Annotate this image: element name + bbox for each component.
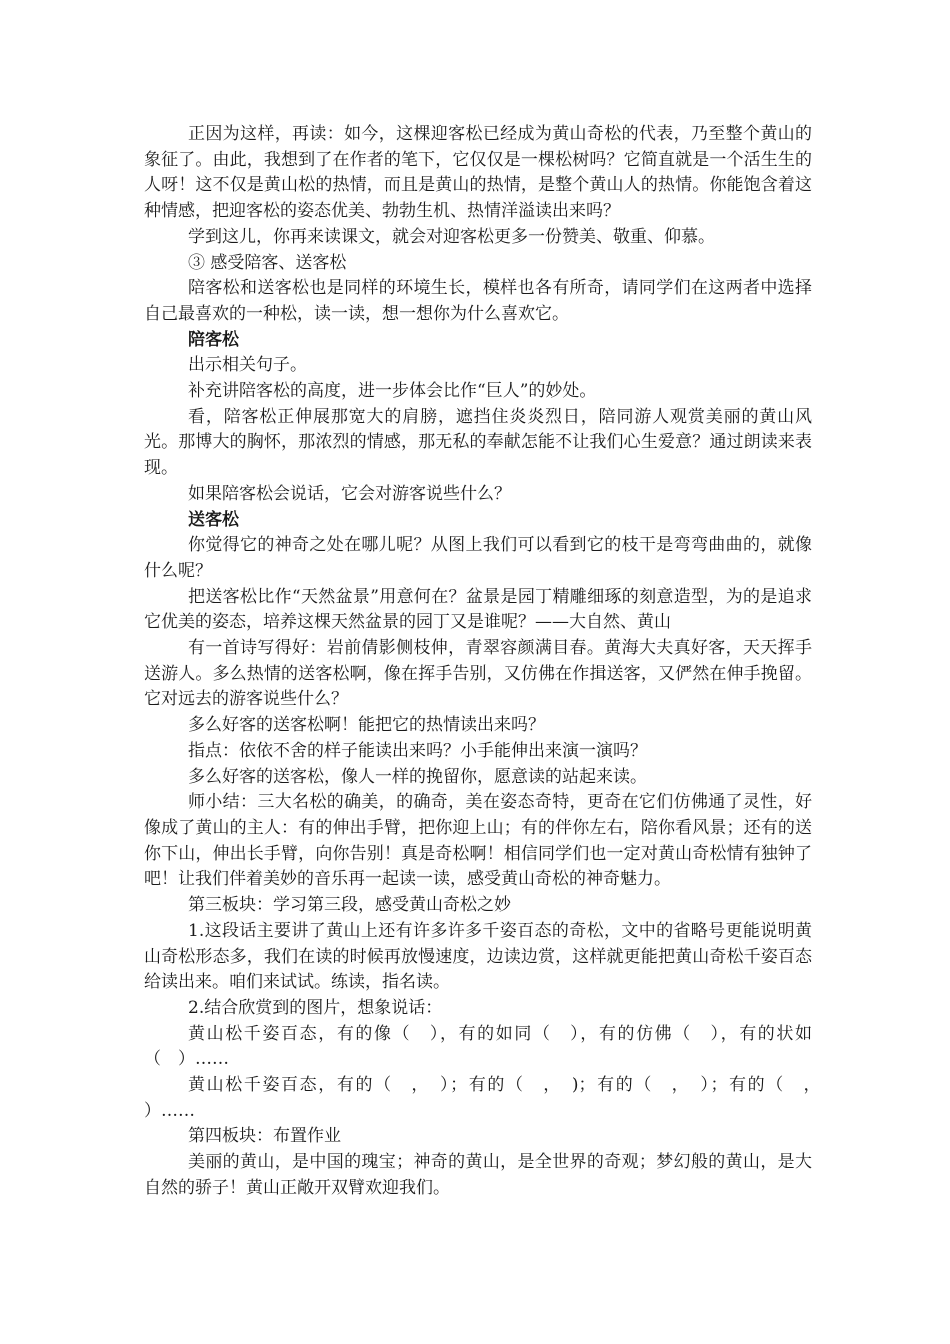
paragraph-giant: 补充讲陪客松的高度，进一步体会比作“巨人”的妙处。: [188, 381, 597, 402]
section-heading-accompany-see-off: ③ 感受陪客、送客松: [188, 252, 347, 273]
paragraph-songkesong-wonder: 你觉得它的神奇之处在哪儿呢？从图上我们可以看到它的枝干是弯弯曲曲的，就像什么呢？: [144, 535, 812, 581]
paragraph-reread: 学到这儿，你再来读课文，就会对迎客松更多一份赞美、敬重、仰慕。: [188, 226, 715, 247]
paragraph-item-one: 1.这段话主要讲了黄山上还有许多许多千姿百态的奇松，文中的省略号更能说明黄山奇松形态多，我们在读的时候再放慢速度，边读边赏，这样就更能把黄山奇松千姿百态给读出来。咱们来试试。练读，指名读。: [144, 920, 812, 993]
heading-peikesong: 陪客松: [188, 329, 239, 350]
paragraph-fill-blank-one: 黄山松千姿百态，有的像（ ），有的如同（ ），有的仿佛（ ），有的状如（ ）……: [144, 1023, 812, 1070]
section-heading-part-three: 第三板块：学习第三段，感受黄山奇松之妙: [188, 895, 511, 916]
paragraph-guidance: 指点：依依不舍的样子能读出来吗？小手能伸出来演一演吗？: [188, 740, 647, 761]
section-heading-part-four: 第四板块：布置作业: [188, 1126, 341, 1147]
document-page: [144, 122, 829, 1202]
paragraph-poem: 有一首诗写得好：岩前倩影侧枝伸，青翠容颜满目春。黄海大夫真好客，天天挥手送游人。多么热情的送客松啊，像在挥手告别，又仿佛在作揖送客，又俨然在伸手挽留。它对远去的游客说些什么？: [144, 638, 812, 710]
paragraph-choose-pine: 陪客松和送客松也是同样的环境生长，模样也各有所奇，请同学们在这两者中选择自己最喜欢的一种松，读一读，想一想你为什么喜欢它。: [144, 278, 812, 324]
paragraph-item-two: 2.结合欣赏到的图片，想象说话：: [188, 997, 443, 1018]
paragraph-read-warmth: 多么好客的送客松啊！能把它的热情读出来吗？: [188, 715, 545, 736]
paragraph-fill-blank-two: 黄山松千姿百态，有的（ ， ）；有的（ ， )；有的（ ， ）；有的（ ， ）……: [144, 1075, 829, 1121]
paragraph-bonsai: 把送客松比作“天然盆景”用意何在？盆景是园丁精雕细琢的刻意造型，为的是追求它优美的姿态，培养这棵天然盆景的园丁又是谁呢？——大自然、黄山: [144, 586, 812, 633]
paragraph-reading-intro: 正因为这样，再读：如今，这棵迎客松已经成为黄山奇松的代表，乃至整个黄山的象征了。由此，我想到了在作者的笔下，它仅仅是一棵松树吗？它简直就是一个活生生的人呀！这不仅是黄山松的热情，而且是黄山的热情，是整个黄山人的热情。你能饱含着这种情感，把迎客松的姿态优美、勃勃生机、热情洋溢读出来吗？: [144, 124, 812, 222]
paragraph-closing: 美丽的黄山，是中国的瑰宝；神奇的黄山，是全世界的奇观；梦幻般的黄山，是大自然的骄子！黄山正敞开双臂欢迎我们。: [144, 1152, 812, 1198]
paragraph-stand-read: 多么好客的送客松，像人一样的挽留你，愿意读的站起来读。: [188, 766, 647, 787]
paragraph-show-sentences: 出示相关句子。: [188, 355, 307, 376]
paragraph-peikesong-description: 看，陪客松正伸展那宽大的肩膀，遮挡住炎炎烈日，陪同游人观赏美丽的黄山风光。那博大的胸怀，那浓烈的情感，那无私的奉献怎能不让我们心生爱意？通过朗读来表现。: [144, 406, 812, 479]
heading-songkesong: 送客松: [188, 509, 239, 530]
paragraph-peikesong-question: 如果陪客松会说话，它会对游客说些什么？: [188, 483, 511, 504]
paragraph-teacher-summary: 师小结：三大名松的确美，的确奇，美在姿态奇特，更奇在它们仿佛通了灵性，好像成了黄山的主人：有的伸出手臂，把你迎上山；有的伴你左右，陪你看风景；还有的送你下山，伸出长手臂，向你告别！真是奇松啊！相信同学们也一定对黄山奇松情有独钟了吧！让我们伴着美妙的音乐再一起读一读，感受黄山奇松的神奇魅力。: [144, 792, 812, 890]
